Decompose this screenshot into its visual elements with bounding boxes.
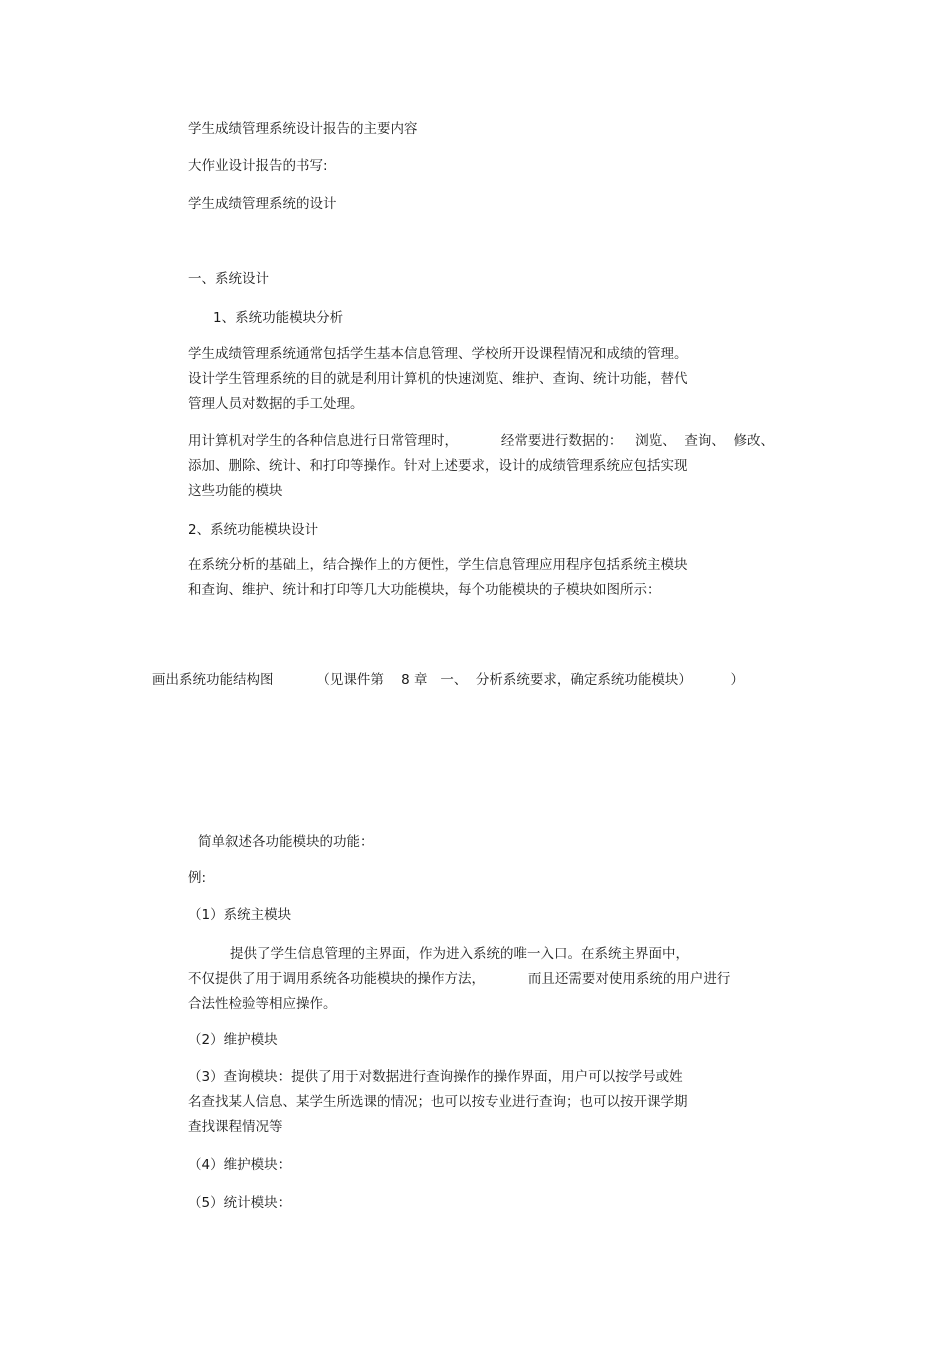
module-1-line-1: 提供了学生信息管理的主界面，作为进入系统的唯一入口。在系统主界面中， <box>230 946 689 962</box>
module-2-title: （2）维护模块 <box>188 1032 278 1048</box>
example-label: 例: <box>188 870 207 886</box>
paragraph-2-line-2: 添加、删除、统计、和打印等操作。针对上述要求，设计的成绩管理系统应包括实现 <box>188 458 688 474</box>
doc-title: 学生成绩管理系统设计报告的主要内容 <box>188 121 418 137</box>
doc-subtitle: 大作业设计报告的书写: <box>188 158 328 174</box>
module-3-line-3: 查找课程情况等 <box>188 1119 283 1135</box>
figure-note: 画出系统功能结构图 （见课件第 8 章 一、 分析系统要求，确定系统功能模块） ） <box>152 672 745 688</box>
module-1-title: （1）系统主模块 <box>188 907 292 923</box>
module-1-line-3: 合法性检验等相应操作。 <box>188 996 337 1012</box>
design-heading: 学生成绩管理系统的设计 <box>188 196 337 212</box>
paragraph-3-line-1: 在系统分析的基础上，结合操作上的方便性，学生信息管理应用程序包括系统主模块 <box>188 557 688 573</box>
module-4-title: （4）维护模块： <box>188 1157 292 1173</box>
paragraph-3-line-2: 和查询、维护、统计和打印等几大功能模块，每个功能模块的子模块如图所示： <box>188 582 661 598</box>
summary-heading: 简单叙述各功能模块的功能： <box>198 834 374 850</box>
paragraph-2-line-1: 用计算机对学生的各种信息进行日常管理时， 经常要进行数据的： 浏览、 查询、 修改、 <box>188 433 774 449</box>
module-1-line-2: 不仅提供了用于调用系统各功能模块的操作方法， 而且还需要对使用系统的用户进行 <box>188 971 731 987</box>
module-3-line-1: （3）查询模块：提供了用于对数据进行查询操作的操作界面，用户可以按学号或姓 <box>188 1069 683 1085</box>
paragraph-1-line-3: 管理人员对数据的手工处理。 <box>188 396 364 412</box>
module-5-title: （5）统计模块： <box>188 1195 292 1211</box>
paragraph-1-line-1: 学生成绩管理系统通常包括学生基本信息管理、学校所开设课程情况和成绩的管理。 <box>188 346 688 362</box>
subsection-heading-2: 2、系统功能模块设计 <box>188 522 319 538</box>
subsection-heading-1: 1、系统功能模块分析 <box>213 310 344 326</box>
module-3-line-2: 名查找某人信息、某学生所选课的情况；也可以按专业进行查询；也可以按开课学期 <box>188 1094 688 1110</box>
paragraph-1-line-2: 设计学生管理系统的目的就是利用计算机的快速浏览、维护、查询、统计功能，替代 <box>188 371 688 387</box>
section-heading-1: 一、系统设计 <box>188 271 269 287</box>
paragraph-2-line-3: 这些功能的模块 <box>188 483 283 499</box>
